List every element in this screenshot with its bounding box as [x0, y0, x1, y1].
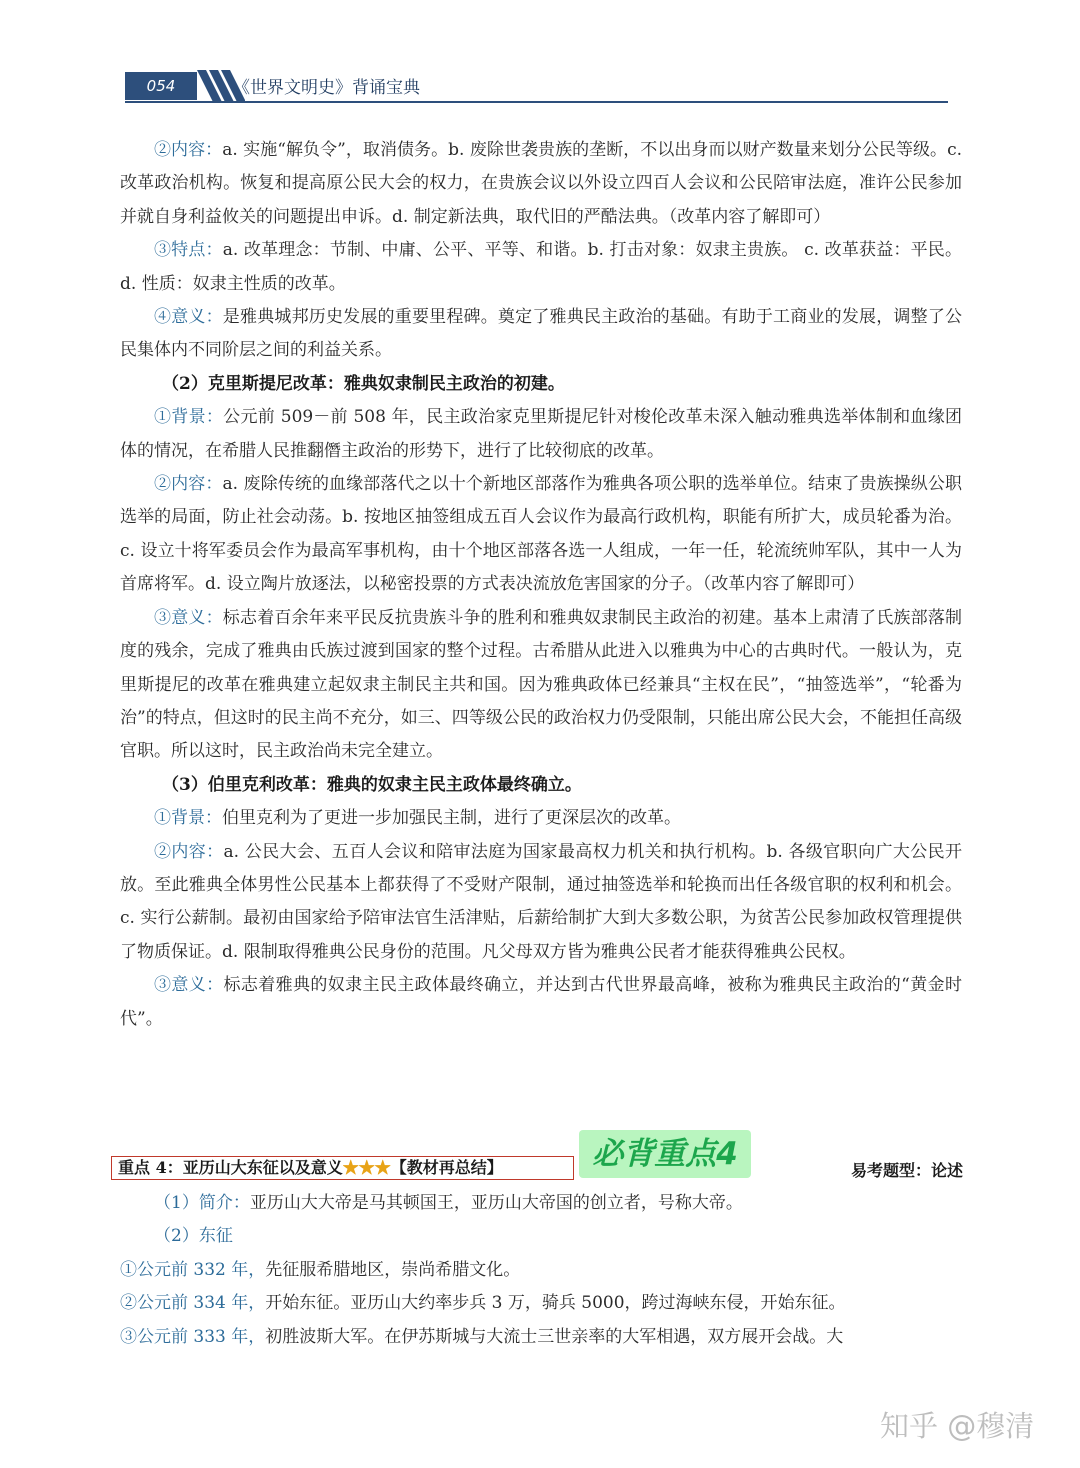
paragraph: ③意义：标志着百余年来平民反抗贵族斗争的胜利和雅典奴隶制民主政治的初建。基本上肃清了氏族部落制度的残余，完成了雅典由氏族过渡到国家的整个过程。古希腊从此进入以雅典为中心的古典时代。一般认为，克里斯提尼的改革在雅典建立起奴隶主制民主共和国。因为雅典政体已经兼具“主权在民”，“抽签选举”，“轮番为治”的特点，但这时的民主尚不充分，如三、四等级公民的政治权力仍受限制，只能出席公民大会，不能担任高级官职。所以这时，民主政治尚未完全建立。	[120, 607, 963, 762]
exam-type-label: 易考题型：论述	[850, 1161, 963, 1180]
paragraph: （2）东征	[154, 1226, 233, 1247]
key-point-title: 重点 4：亚历山大东征以及意义	[118, 1158, 343, 1177]
star-rating: ★★★	[342, 1158, 391, 1177]
book-title: 《世界文明史》背诵宝典	[233, 78, 420, 98]
section-heading: （2）克里斯提尼改革：雅典奴隶制民主政治的初建。	[162, 373, 565, 394]
paragraph: ②内容：a. 废除传统的血缘部落代之以十个新地区部落作为雅典各项公职的选举单位。结束了贵族操纵公职选举的局面，防止社会动荡。b. 按地区抽签组成五百人会议作为最高行政机构，职能有所扩大，成员轮番为治。c. 设立十将军委员会作为最高军事机构，由十个地区部落各选一人组成，一年一任，轮流统帅军队，其中一人为首席将军。d. 设立陶片放逐法，以秘密投票的方式表决流放危害国家的分子。（改革内容了解即可）	[120, 474, 963, 595]
paragraph: ③意义：标志着雅典的奴隶主民主政体最终确立，并达到古代世界最高峰，被称为雅典民主政治的“黄金时代”。	[120, 975, 962, 1029]
paragraph: ①背景：公元前 509－前 508 年，民主政治家克里斯提尼针对梭伦改革未深入触动雅典选举体制和血缘团体的情况，在希腊人民推翻僭主政治的形势下，进行了比较彻底的改革。	[120, 407, 962, 461]
main-content	[120, 134, 962, 1036]
key-point-banner	[111, 1130, 963, 1182]
watermark: 知乎 @穆清	[880, 1409, 1035, 1443]
section-heading: （3）伯里克利改革：雅典的奴隶主民主政体最终确立。	[162, 774, 582, 795]
paragraph: ①公元前 332 年，先征服希腊地区，崇尚希腊文化。	[120, 1259, 521, 1280]
key-point-content	[120, 1187, 962, 1354]
paragraph: ③特点：a. 改革理念：节制、中庸、公平、平等、和谐。b. 打击对象：奴隶主贵族。 c. 改革获益：平民。d. 性质：奴隶主性质的改革。	[120, 240, 962, 294]
key-point-title-box	[111, 1156, 574, 1180]
header-divider	[125, 101, 948, 103]
paragraph: ③公元前 333 年，初胜波斯大军。在伊苏斯城与大流士三世亲率的大军相遇，双方展开会战。大	[120, 1326, 844, 1347]
paragraph: ④意义：是雅典城邦历史发展的重要里程碑。奠定了雅典民主政治的基础。有助于工商业的发展，调整了公民集体内不同阶层之间的利益关系。	[120, 307, 963, 361]
page-number: 054	[125, 72, 197, 100]
paragraph: ②内容：a. 实施“解负令”，取消债务。b. 废除世袭贵族的垄断，不以出身而以财产数量来划分公民等级。c. 改革政治机构。恢复和提高原公民大会的权力，在贵族会议以外设立四百人会议和公民陪审法庭，准许公民参加并就自身利益攸关的问题提出申诉。d. 制定新法典，取代旧的严酷法典。（改革内容了解即可）	[120, 140, 962, 227]
must-memorize-badge: 必背重点4	[579, 1130, 751, 1178]
paragraph: ①背景：伯里克利为了更进一步加强民主制，进行了更深层次的改革。	[154, 808, 681, 829]
paragraph: （1）简介：亚历山大大帝是马其顿国王，亚历山大帝国的创立者，号称大帝。	[154, 1193, 743, 1213]
paragraph: ②内容：a. 公民大会、五百人会议和陪审法庭为国家最高权力机关和执行机构。b. 各级官职向广大公民开放。至此雅典全体男性公民基本上都获得了不受财产限制，通过抽签选举和轮换而出任各级官职的权利和机会。c. 实行公薪制。最初由国家给予陪审法官生活津贴，后薪给制扩大到大多数公职，为贫苦公民参加政权管理提供了物质保证。d. 限制取得雅典公民身份的范围。凡父母双方皆为雅典公民者才能获得雅典公民权。	[120, 841, 962, 962]
paragraph: ②公元前 334 年，开始东征。亚历山大约率步兵 3 万，骑兵 5000，跨过海峡东侵，开始东征。	[120, 1293, 846, 1314]
page-header	[125, 70, 948, 104]
key-point-tag: 【教材再总结】	[390, 1158, 503, 1177]
